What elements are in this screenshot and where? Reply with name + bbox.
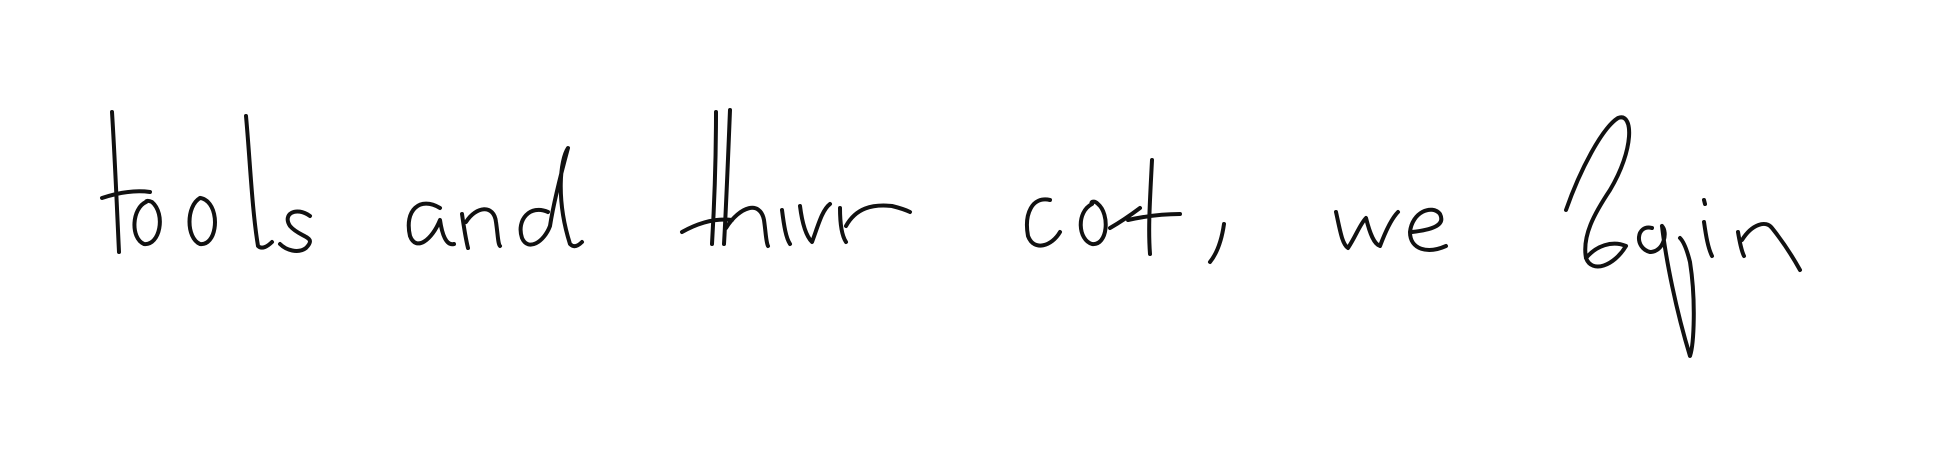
word-and (409, 148, 582, 248)
word-tools (102, 112, 310, 252)
word-begin (1566, 117, 1800, 356)
ink-strokes (102, 110, 1800, 356)
word-cost (1027, 160, 1224, 262)
word-we (1336, 210, 1446, 250)
word-their (682, 110, 910, 246)
